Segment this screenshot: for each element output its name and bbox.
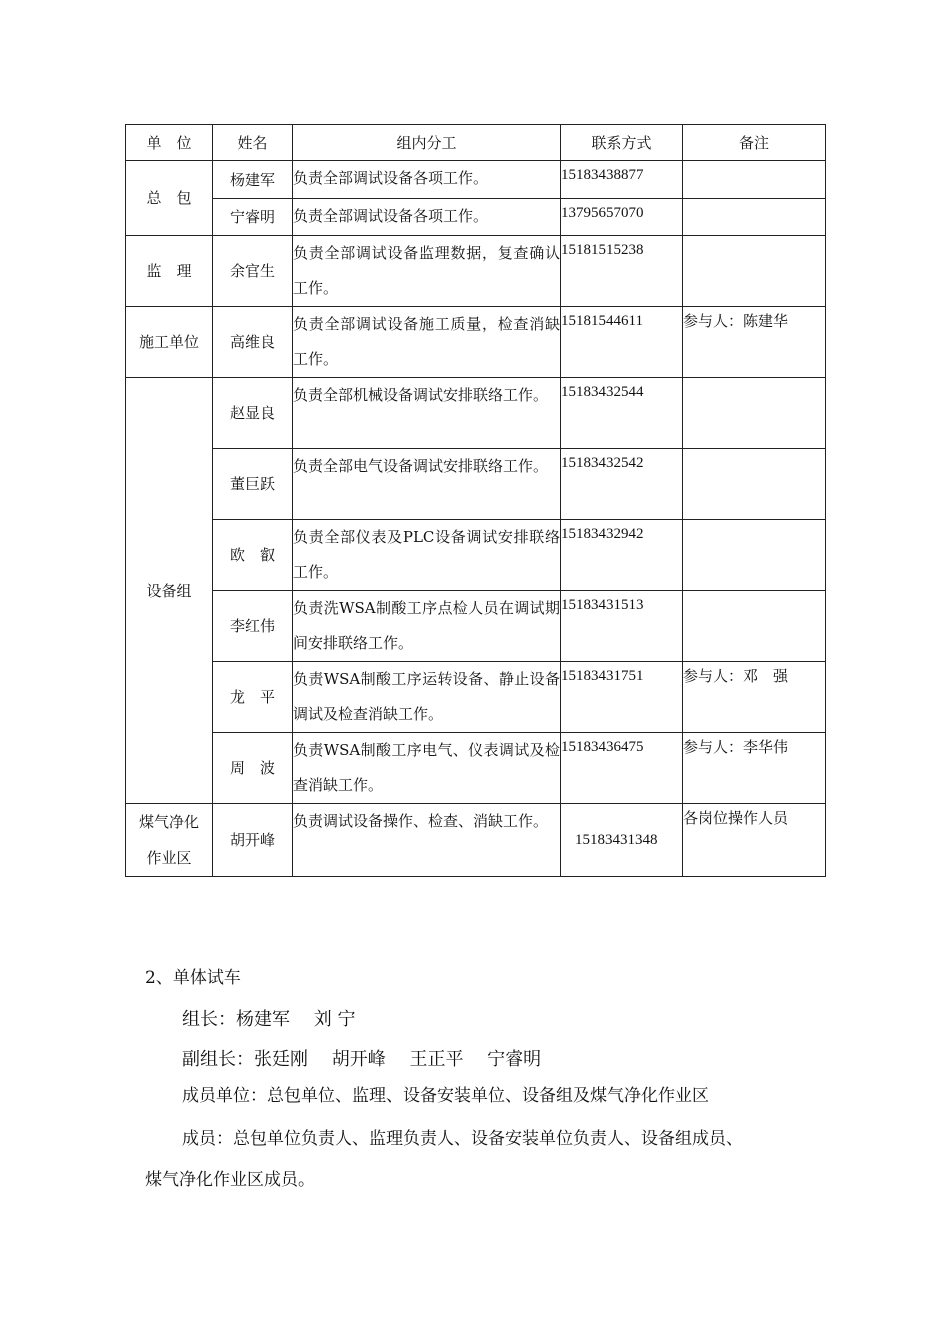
unit-label: 煤气净化作业区 bbox=[139, 813, 200, 867]
note-cell: 参与人：陈建华 bbox=[683, 307, 826, 378]
members-line: 成员：总包单位负责人、监理负责人、设备安装单位负责人、设备组成员、 bbox=[182, 1129, 743, 1149]
note-cell bbox=[683, 591, 826, 662]
name-cell: 周 波 bbox=[213, 733, 293, 804]
table-row bbox=[126, 378, 826, 449]
deputy-line: 副组长：张廷刚 胡开峰 王正平 宁睿明 bbox=[182, 1049, 542, 1070]
phone-cell: 15183431513 bbox=[561, 591, 683, 662]
staff-table bbox=[125, 124, 826, 877]
note-cell: 各岗位操作人员 bbox=[683, 804, 826, 877]
table-row bbox=[126, 662, 826, 733]
phone-cell: 15183431348 bbox=[561, 804, 683, 877]
phone-cell: 15183436475 bbox=[561, 733, 683, 804]
phone-cell: 15183432942 bbox=[561, 520, 683, 591]
section-heading: 2、单体试车 bbox=[145, 968, 241, 988]
name-cell: 龙 平 bbox=[213, 662, 293, 733]
member-units-line: 成员单位：总包单位、监理、设备安装单位、设备组及煤气净化作业区 bbox=[182, 1086, 709, 1106]
unit-cell: 设备组 bbox=[126, 378, 213, 804]
name-cell: 董巨跃 bbox=[213, 449, 293, 520]
phone-cell: 15181515238 bbox=[561, 236, 683, 307]
note-cell bbox=[683, 378, 826, 449]
unit-cell: 监 理 bbox=[126, 236, 213, 307]
header-duty: 组内分工 bbox=[293, 125, 561, 161]
unit-cell: 总 包 bbox=[126, 161, 213, 236]
phone-cell: 15183432544 bbox=[561, 378, 683, 449]
header-unit: 单 位 bbox=[126, 125, 213, 161]
duty-cell: 负责全部调试设备各项工作。 bbox=[293, 161, 561, 199]
leader-line: 组长：杨建军 刘 宁 bbox=[182, 1009, 356, 1030]
table-header-row bbox=[126, 125, 826, 161]
table-row bbox=[126, 199, 826, 236]
phone-cell: 15183432542 bbox=[561, 449, 683, 520]
phone-cell: 15181544611 bbox=[561, 307, 683, 378]
note-cell bbox=[683, 161, 826, 199]
name-cell: 胡开峰 bbox=[213, 804, 293, 877]
duty-cell: 负责全部调试设备监理数据，复查确认工作。 bbox=[293, 236, 561, 307]
table-row bbox=[126, 307, 826, 378]
phone-cell: 13795657070 bbox=[561, 199, 683, 236]
duty-cell: 负责调试设备操作、检查、消缺工作。 bbox=[293, 804, 561, 877]
duty-cell: 负责全部调试设备各项工作。 bbox=[293, 199, 561, 236]
table-row bbox=[126, 236, 826, 307]
name-cell: 高维良 bbox=[213, 307, 293, 378]
duty-cell: 负责WSA制酸工序运转设备、静止设备调试及检查消缺工作。 bbox=[293, 662, 561, 733]
name-cell: 赵显良 bbox=[213, 378, 293, 449]
note-cell: 参与人：邓 强 bbox=[683, 662, 826, 733]
table-row bbox=[126, 161, 826, 199]
name-cell: 余官生 bbox=[213, 236, 293, 307]
table-row bbox=[126, 804, 826, 877]
duty-cell: 负责全部机械设备调试安排联络工作。 bbox=[293, 378, 561, 449]
duty-cell: 负责全部调试设备施工质量，检查消缺工作。 bbox=[293, 307, 561, 378]
table-row bbox=[126, 449, 826, 520]
unit-cell: 施工单位 bbox=[126, 307, 213, 378]
note-cell bbox=[683, 199, 826, 236]
header-name: 姓名 bbox=[213, 125, 293, 161]
header-phone: 联系方式 bbox=[561, 125, 683, 161]
name-cell: 李红伟 bbox=[213, 591, 293, 662]
table-row bbox=[126, 520, 826, 591]
phone-cell: 15183438877 bbox=[561, 161, 683, 199]
table-row bbox=[126, 591, 826, 662]
note-cell bbox=[683, 236, 826, 307]
note-cell: 参与人：李华伟 bbox=[683, 733, 826, 804]
table-row bbox=[126, 733, 826, 804]
name-cell: 杨建军 bbox=[213, 161, 293, 199]
duty-cell: 负责全部电气设备调试安排联络工作。 bbox=[293, 449, 561, 520]
name-cell: 宁睿明 bbox=[213, 199, 293, 236]
duty-cell: 负责全部仪表及PLC设备调试安排联络工作。 bbox=[293, 520, 561, 591]
note-cell bbox=[683, 520, 826, 591]
duty-cell: 负责洗WSA制酸工序点检人员在调试期间安排联络工作。 bbox=[293, 591, 561, 662]
unit-cell bbox=[126, 804, 213, 877]
duty-cell: 负责WSA制酸工序电气、仪表调试及检查消缺工作。 bbox=[293, 733, 561, 804]
members-line-cont: 煤气净化作业区成员。 bbox=[145, 1170, 315, 1190]
name-cell: 欧 叡 bbox=[213, 520, 293, 591]
header-note: 备注 bbox=[683, 125, 826, 161]
phone-cell: 15183431751 bbox=[561, 662, 683, 733]
note-cell bbox=[683, 449, 826, 520]
